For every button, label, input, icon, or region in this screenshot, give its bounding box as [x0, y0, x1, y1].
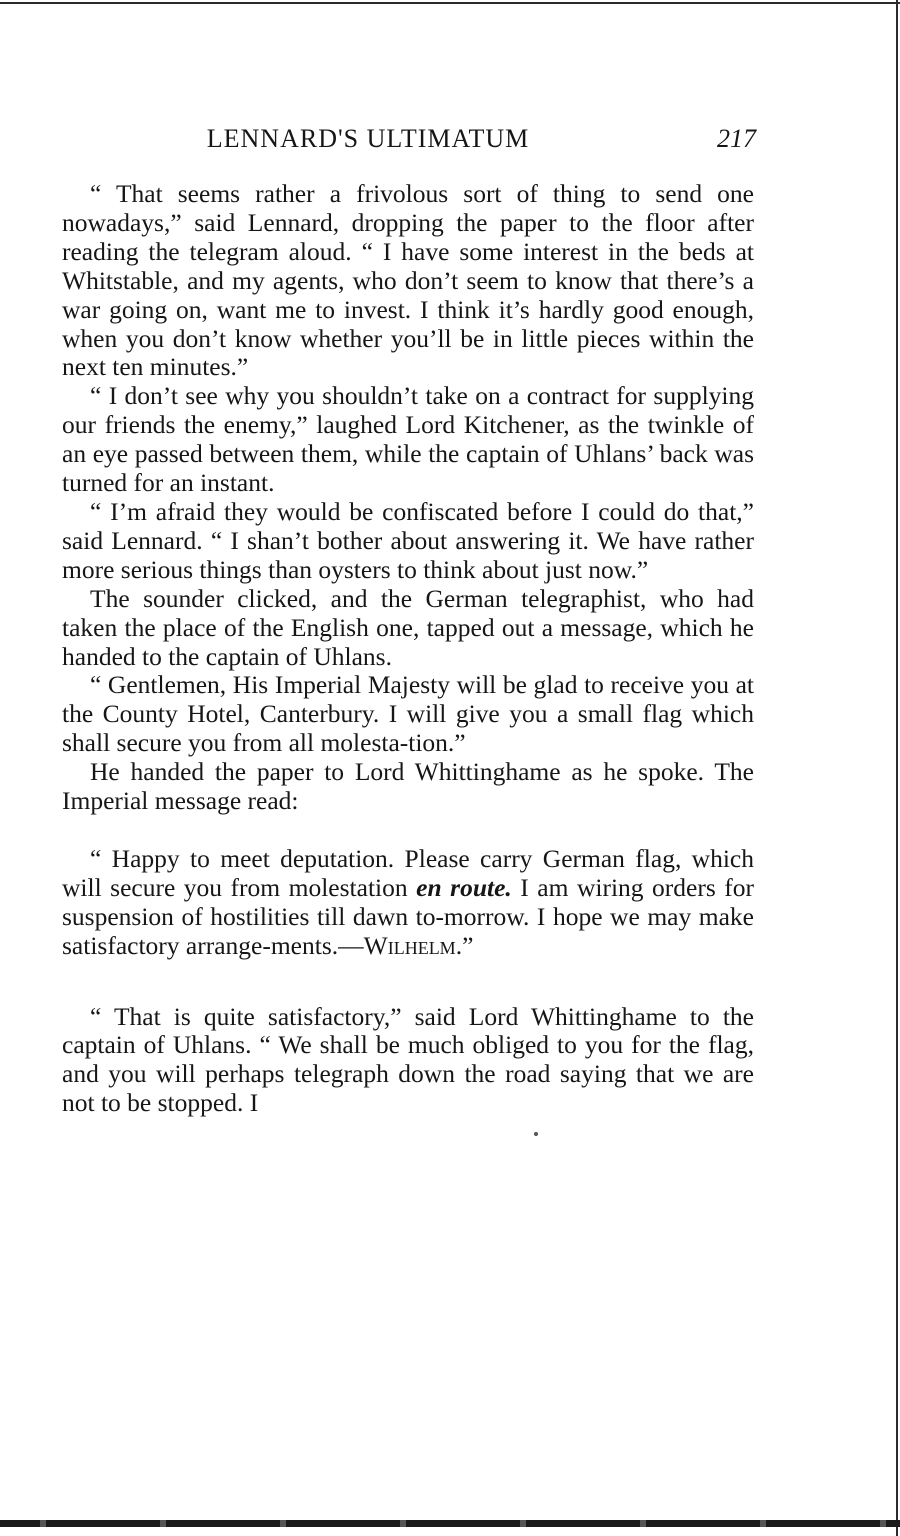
running-head [68, 124, 756, 160]
telegram-signature: Wilhelm [363, 930, 456, 960]
telegram-text-end: I am wiring orders for suspension of hostilities till dawn to-morrow. I hope we may make satisfactory arrange-ments.— [62, 872, 754, 960]
print-speck [534, 1132, 538, 1136]
telegram-italic-phrase: en route. [416, 872, 512, 902]
telegram-text-start: “ Happy to meet deputation. Please carry German flag, which will secure you from molestation [62, 843, 754, 902]
paragraph-final: “ That is quite satisfactory,” said Lord Whittinghame to the captain of Uhlans. “ We shall be much obliged to you for the flag, and you will perhaps telegraph down the road saying that we are not to be stopped. I [62, 1001, 754, 1118]
page-edge-bottom [0, 1520, 900, 1527]
body-text [62, 180, 754, 1118]
running-title: LENNARD'S ULTIMATUM [206, 124, 530, 153]
paragraph: “ I don’t see why you shouldn’t take on a contract for supplying our friends the enemy,” laughed Lord Kitchener, as the twinkle of an eye passed between them, while the captain of Uhlans’ back was turned for an instant. [62, 381, 754, 498]
paragraph: “ I’m afraid they would be confiscated before I could do that,” said Lennard. “ I shan’t bother about answering it. We have rather more serious things than oysters to think about just now.” [62, 496, 754, 584]
page-edge-top [0, 2, 900, 4]
paragraph: “ That seems rather a frivolous sort of thing to send one nowadays,” said Lennard, dropping the paper to the floor after reading the telegram aloud. “ I have some interest in the beds at Whitstable, and my agents, who don’t seem to know that there’s a war going on, want me to invest. I think it’s hardly good enough, when you don’t know whether you’ll be in little pieces within the next ten minutes.” [62, 179, 754, 382]
paragraph: The sounder clicked, and the German telegraphist, who had taken the place of the English one, tapped out a message, which he handed to the captain of Uhlans. [62, 583, 754, 671]
telegram-message [62, 845, 754, 961]
paragraph: “ Gentlemen, His Imperial Majesty will be glad to receive you at the County Hotel, Canterbury. I will give you a small flag which shall secure you from all molesta-tion.” [62, 670, 754, 758]
telegram-closing: .” [455, 930, 474, 960]
page-edge-right [896, 0, 898, 1536]
page-number: 217 [717, 124, 756, 153]
paragraph: He handed the paper to Lord Whittinghame as he spoke. The Imperial message read: [62, 757, 754, 816]
